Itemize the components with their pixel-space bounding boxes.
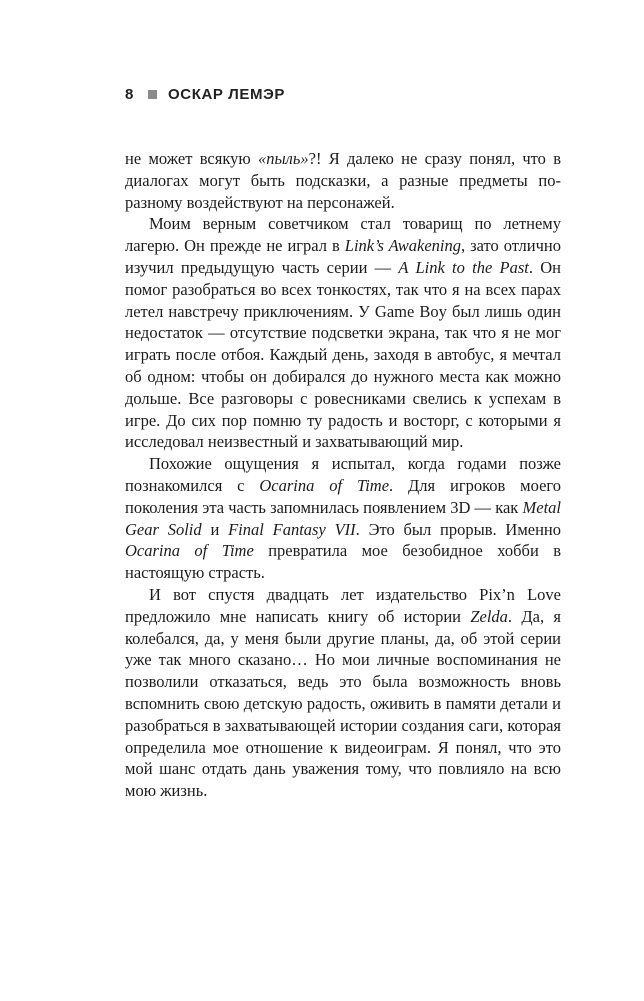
paragraph <box>125 584 561 802</box>
italic-run: Final Fantasy VII <box>228 519 356 539</box>
page-number: 8 <box>125 86 134 103</box>
text-run: ?! Я далеко не сразу понял, что в диалогах могут быть подсказки, а разные предметы по-разному воздействуют на персонажей. <box>125 149 561 212</box>
text-run: превратила мое безобидное хобби в настоящую страсть. <box>125 541 561 583</box>
italic-run: Link’s Awakening <box>344 236 461 256</box>
text-run: не может всякую <box>125 149 258 168</box>
italic-run: Zelda <box>470 606 508 626</box>
italic-run: «пыль» <box>257 149 309 168</box>
text-run: . Это был прорыв. Именно <box>355 519 561 539</box>
italic-run: A Link to the Past <box>398 257 529 277</box>
square-marker-icon <box>148 90 157 99</box>
italic-run: Ocarina of Time <box>259 475 390 495</box>
paragraph <box>125 453 561 584</box>
paragraph <box>125 213 561 453</box>
text-run: Моим верным советчиком стал товарищ по летнему лагерю. Он прежде не играл в <box>125 214 561 256</box>
text-run: . Да, я колебался, да, у меня были другие планы, да, об этой серии уже так много сказано… Но мои личные воспоминания не позволили отказаться, ведь это была возможность вновь вспомнить свою детскую радость, оживить в памяти детали и разобраться в захватывающей истории создания саги, которая определила мое отношение к видеоиграм. Я понял, что это мой шанс отдать дань уважения тому, что повлияло на всю мою жизнь. <box>125 606 561 801</box>
running-head-title: ОСКАР ЛЕМЭР <box>168 86 285 103</box>
text-run: и <box>201 519 229 539</box>
italic-run: Ocarina of Time <box>125 541 254 561</box>
text-run: И вот спустя двадцать лет издательство Pix’n Love предложило мне написать книгу об истории <box>125 584 561 626</box>
text-run: Похожие ощущения я испытал, когда годами позже познакомился с <box>125 454 561 495</box>
paragraph <box>125 148 561 213</box>
text-run: , зато отлично изучил предыдущую часть серии — <box>125 236 561 277</box>
page-header <box>125 86 560 103</box>
body-text <box>125 148 561 802</box>
text-run: . Для игроков моего поколения эта часть запомнилась появлением 3D — как <box>125 475 561 517</box>
text-run: . Он помог разобраться во всех тонкостях, так что я на всех парах летел навстречу приключениям. У Game Boy был лишь один недостаток — отсутствие подсветки экрана, так что я не мог играть после отбоя. Каждый день, заходя в автобус, я мечтал об одном: чтобы он добирался до нужного места как можно дольше. Все разговоры с ровесниками свелись к успехам в игре. До сих пор помню ту радость и восторг, с которыми я исследовал неизвестный и захватывающий мир. <box>125 257 561 452</box>
italic-run: Metal Gear Solid <box>125 497 561 539</box>
